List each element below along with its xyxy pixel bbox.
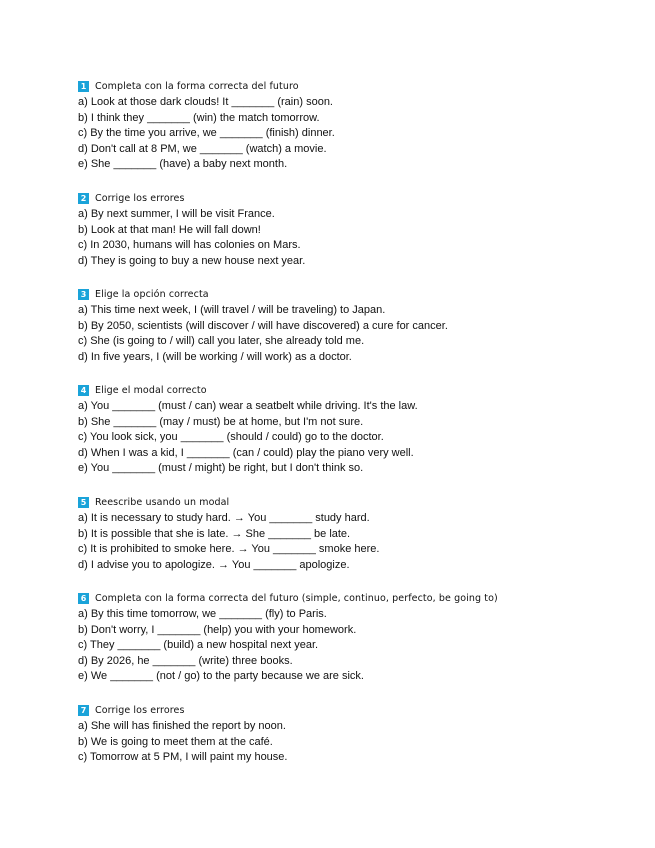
exercise-number-badge: 2 <box>78 193 89 204</box>
exercise-item: b) It is possible that she is late. → She _______ be late. <box>78 527 351 540</box>
exercise-item: b) By 2050, scientists (will discover / will have discovered) a cure for cancer. <box>78 319 448 332</box>
exercise-item: d) When I was a kid, I _______ (can / could) play the piano very well. <box>78 446 414 459</box>
exercise-title: Completa con la forma correcta del futuro <box>95 80 299 92</box>
exercise-heading <box>78 494 638 510</box>
exercise-item: b) We is going to meet them at the café. <box>78 735 273 748</box>
exercise-item: c) By the time you arrive, we _______ (finish) dinner. <box>78 127 335 140</box>
exercise-item: e) She _______ (have) a baby next month. <box>78 158 288 171</box>
exercise-item: c) They _______ (build) a new hospital next year. <box>78 639 319 652</box>
exercise-heading <box>78 286 638 302</box>
exercise-7 <box>78 702 638 766</box>
exercise-heading <box>78 382 638 398</box>
exercise-item: b) I think they _______ (win) the match tomorrow. <box>78 111 320 124</box>
exercise-number-badge: 1 <box>78 81 89 92</box>
exercise-item: c) She (is going to / will) call you later, she already told me. <box>78 335 365 348</box>
exercise-item: d) I advise you to apologize. → You _______ apologize. <box>78 558 350 571</box>
exercise-item: b) Look at that man! He will fall down! <box>78 223 261 236</box>
exercise-item: d) They is going to buy a new house next year. <box>78 254 306 267</box>
exercise-item: a) You _______ (must / can) wear a seatbelt while driving. It's the law. <box>78 400 418 412</box>
exercise-4 <box>78 382 638 477</box>
exercise-heading <box>78 190 638 206</box>
exercise-number-badge: 3 <box>78 289 89 300</box>
exercise-title: Corrige los errores <box>95 192 185 204</box>
exercise-title: Elige el modal correcto <box>95 384 207 396</box>
exercise-item: a) She will has finished the report by noon. <box>78 720 286 732</box>
exercise-item: e) You _______ (must / might) be right, but I don't think so. <box>78 462 364 475</box>
exercise-number-badge: 4 <box>78 385 89 396</box>
exercise-title: Elige la opción correcta <box>95 288 209 300</box>
exercise-5 <box>78 494 638 573</box>
exercise-heading <box>78 590 638 606</box>
exercise-item: a) By next summer, I will be visit France. <box>78 208 275 220</box>
exercise-item: a) It is necessary to study hard. → You _______ study hard. <box>78 512 370 524</box>
exercise-1 <box>78 78 638 173</box>
exercise-item: d) Don't call at 8 PM, we _______ (watch) a movie. <box>78 142 327 155</box>
exercise-title: Corrige los errores <box>95 704 185 716</box>
exercise-3 <box>78 286 638 365</box>
exercise-number-badge: 5 <box>78 497 89 508</box>
exercise-item: a) By this time tomorrow, we _______ (fly) to Paris. <box>78 608 327 620</box>
exercise-6 <box>78 590 638 685</box>
exercise-item: c) Tomorrow at 5 PM, I will paint my house. <box>78 751 288 764</box>
exercise-heading <box>78 702 638 718</box>
exercise-heading <box>78 78 638 94</box>
exercise-item: c) It is prohibited to smoke here. → You _______ smoke here. <box>78 543 380 556</box>
exercise-item: e) We _______ (not / go) to the party because we are sick. <box>78 670 364 683</box>
exercise-item: d) In five years, I (will be working / will work) as a doctor. <box>78 350 352 363</box>
exercise-number-badge: 6 <box>78 593 89 604</box>
exercise-item: a) This time next week, I (will travel / will be traveling) to Japan. <box>78 304 386 316</box>
exercise-item: b) Don't worry, I _______ (help) you with your homework. <box>78 623 357 636</box>
exercise-item: d) By 2026, he _______ (write) three books. <box>78 654 293 667</box>
exercise-item: a) Look at those dark clouds! It _______ (rain) soon. <box>78 96 333 108</box>
exercise-item: b) She _______ (may / must) be at home, but I'm not sure. <box>78 415 364 428</box>
exercise-item: c) In 2030, humans will has colonies on Mars. <box>78 239 301 252</box>
exercise-title: Completa con la forma correcta del futuro (simple, continuo, perfecto, be going to) <box>95 592 498 604</box>
exercise-title: Reescribe usando un modal <box>95 496 230 508</box>
exercise-item: c) You look sick, you _______ (should / could) go to the doctor. <box>78 431 384 444</box>
exercise-number-badge: 7 <box>78 705 89 716</box>
exercise-2 <box>78 190 638 269</box>
